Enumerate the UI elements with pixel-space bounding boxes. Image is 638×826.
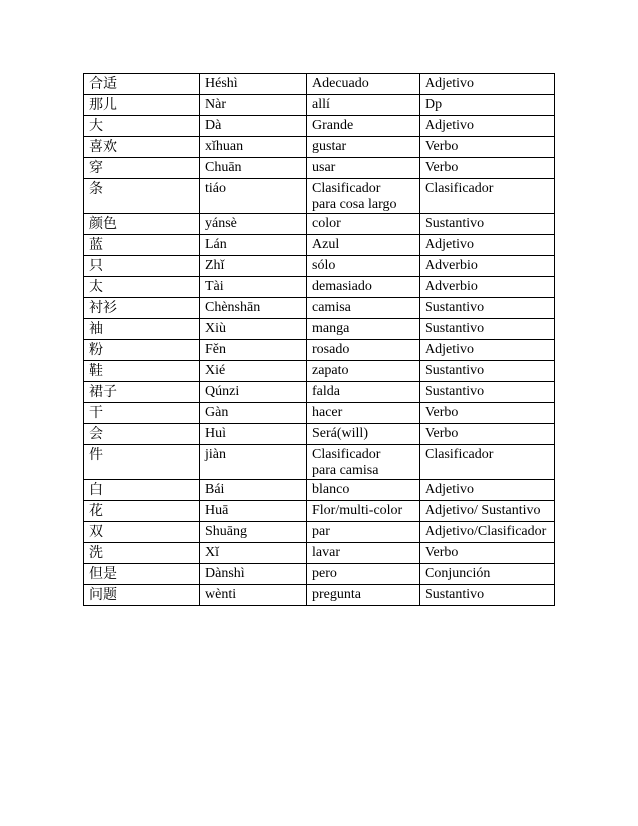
spanish-cell-text: zapato (312, 363, 349, 378)
spanish-cell (307, 137, 420, 158)
table-row (84, 74, 555, 95)
pinyin-cell (200, 256, 307, 277)
spanish-cell-text: allí (312, 97, 330, 112)
pinyin-cell (200, 74, 307, 95)
table-row (84, 277, 555, 298)
category-cell (420, 116, 555, 137)
table-row (84, 480, 555, 501)
spanish-cell-text: Clasificador para camisa (312, 447, 381, 478)
category-cell-text: Clasificador (425, 181, 494, 196)
hanzi-cell (84, 319, 200, 340)
pinyin-cell (200, 501, 307, 522)
category-cell (420, 340, 555, 361)
hanzi-cell-text: 大 (89, 118, 103, 134)
pinyin-cell (200, 116, 307, 137)
pinyin-cell-text: Nàr (205, 97, 226, 112)
spanish-cell (307, 382, 420, 403)
category-cell (420, 480, 555, 501)
category-cell (420, 277, 555, 298)
table-row (84, 158, 555, 179)
spanish-cell (307, 543, 420, 564)
spanish-cell-text: gustar (312, 139, 347, 154)
table-row (84, 543, 555, 564)
spanish-cell (307, 501, 420, 522)
spanish-cell-text: par (312, 524, 330, 539)
spanish-cell-text: pregunta (312, 587, 361, 602)
table-row (84, 501, 555, 522)
category-cell (420, 214, 555, 235)
pinyin-cell (200, 522, 307, 543)
spanish-cell (307, 158, 420, 179)
hanzi-cell-text: 蓝 (89, 237, 103, 253)
spanish-cell (307, 256, 420, 277)
category-cell (420, 403, 555, 424)
pinyin-cell-text: tiáo (205, 181, 226, 196)
pinyin-cell-text: Lán (205, 237, 227, 252)
pinyin-cell (200, 361, 307, 382)
spanish-cell-text: rosado (312, 342, 350, 357)
spanish-cell-text: usar (312, 160, 336, 175)
pinyin-cell-text: Chènshān (205, 300, 261, 315)
hanzi-cell-text: 条 (89, 181, 103, 197)
table-row (84, 319, 555, 340)
spanish-cell (307, 340, 420, 361)
pinyin-cell (200, 235, 307, 256)
category-cell-text: Sustantivo (425, 384, 485, 399)
spanish-cell-text: Flor/multi-color (312, 503, 403, 518)
category-cell-text: Adjetivo/Clasificador (425, 524, 547, 539)
category-cell (420, 95, 555, 116)
hanzi-cell (84, 256, 200, 277)
category-cell (420, 424, 555, 445)
category-cell-text: Adverbio (425, 258, 478, 273)
table-row (84, 585, 555, 606)
pinyin-cell-text: Chuān (205, 160, 242, 175)
hanzi-cell-text: 太 (89, 279, 103, 295)
pinyin-cell (200, 543, 307, 564)
hanzi-cell (84, 361, 200, 382)
spanish-cell (307, 95, 420, 116)
pinyin-cell-text: Huì (205, 426, 226, 441)
category-cell-text: Sustantivo (425, 300, 485, 315)
category-cell-text: Sustantivo (425, 216, 485, 231)
pinyin-cell (200, 179, 307, 214)
spanish-cell-text: color (312, 216, 341, 231)
spanish-cell (307, 298, 420, 319)
category-cell (420, 501, 555, 522)
pinyin-cell (200, 424, 307, 445)
hanzi-cell-text: 件 (89, 447, 103, 463)
category-cell (420, 319, 555, 340)
hanzi-cell-text: 那儿 (89, 97, 117, 113)
hanzi-cell-text: 衬衫 (89, 300, 117, 316)
category-cell (420, 235, 555, 256)
spanish-cell-text: Será(will) (312, 426, 368, 441)
hanzi-cell-text: 花 (89, 503, 103, 519)
hanzi-cell-text: 粉 (89, 342, 103, 358)
spanish-cell-text: Grande (312, 118, 354, 133)
hanzi-cell (84, 340, 200, 361)
hanzi-cell (84, 382, 200, 403)
spanish-cell-text: sólo (312, 258, 336, 273)
pinyin-cell-text: wènti (205, 587, 237, 602)
category-cell (420, 522, 555, 543)
category-cell-text: Dp (425, 97, 443, 112)
category-cell (420, 382, 555, 403)
hanzi-cell-text: 颜色 (89, 216, 117, 232)
table-row (84, 137, 555, 158)
table-row (84, 361, 555, 382)
spanish-cell-text: Clasificador para cosa largo (312, 181, 397, 212)
table-row (84, 116, 555, 137)
spanish-cell-text: hacer (312, 405, 343, 420)
pinyin-cell (200, 214, 307, 235)
spanish-cell-text: pero (312, 566, 337, 581)
hanzi-cell (84, 480, 200, 501)
spanish-cell-text: camisa (312, 300, 351, 315)
pinyin-cell-text: Zhǐ (205, 258, 225, 273)
category-cell (420, 564, 555, 585)
pinyin-cell (200, 480, 307, 501)
hanzi-cell (84, 235, 200, 256)
pinyin-cell (200, 382, 307, 403)
spanish-cell (307, 564, 420, 585)
category-cell (420, 298, 555, 319)
table-row (84, 340, 555, 361)
pinyin-cell (200, 95, 307, 116)
pinyin-cell (200, 340, 307, 361)
table-row (84, 298, 555, 319)
pinyin-cell (200, 445, 307, 480)
hanzi-cell-text: 穿 (89, 160, 103, 176)
category-cell (420, 585, 555, 606)
hanzi-cell (84, 137, 200, 158)
category-cell-text: Sustantivo (425, 363, 485, 378)
hanzi-cell (84, 116, 200, 137)
table-row (84, 179, 555, 214)
pinyin-cell-text: Fěn (205, 342, 226, 357)
category-cell-text: Clasificador (425, 447, 494, 462)
hanzi-cell-text: 只 (89, 258, 103, 274)
pinyin-cell (200, 298, 307, 319)
pinyin-cell-text: Xié (205, 363, 226, 378)
spanish-cell-text: blanco (312, 482, 350, 497)
spanish-cell-text: Azul (312, 237, 340, 252)
spanish-cell (307, 424, 420, 445)
hanzi-cell (84, 214, 200, 235)
category-cell-text: Adverbio (425, 279, 478, 294)
pinyin-cell (200, 319, 307, 340)
hanzi-cell (84, 403, 200, 424)
category-cell (420, 361, 555, 382)
table-row (84, 424, 555, 445)
pinyin-cell (200, 158, 307, 179)
category-cell (420, 137, 555, 158)
hanzi-cell-text: 双 (89, 524, 103, 540)
table-row (84, 445, 555, 480)
hanzi-cell (84, 298, 200, 319)
spanish-cell-text: falda (312, 384, 340, 399)
pinyin-cell-text: xǐhuan (205, 139, 244, 154)
hanzi-cell (84, 564, 200, 585)
pinyin-cell-text: Gàn (205, 405, 229, 420)
spanish-cell (307, 179, 420, 214)
pinyin-cell (200, 277, 307, 298)
pinyin-cell-text: Tài (205, 279, 224, 294)
hanzi-cell-text: 袖 (89, 321, 103, 337)
vocabulary-table-body (84, 74, 555, 606)
hanzi-cell-text: 干 (89, 405, 103, 421)
spanish-cell-text: Adecuado (312, 76, 369, 91)
pinyin-cell-text: Dà (205, 118, 222, 133)
spanish-cell-text: demasiado (312, 279, 372, 294)
category-cell-text: Verbo (425, 139, 459, 154)
pinyin-cell (200, 137, 307, 158)
spanish-cell (307, 361, 420, 382)
pinyin-cell-text: yánsè (205, 216, 237, 231)
category-cell-text: Verbo (425, 545, 459, 560)
pinyin-cell-text: Xǐ (205, 545, 219, 560)
hanzi-cell-text: 会 (89, 426, 103, 442)
pinyin-cell (200, 564, 307, 585)
spanish-cell (307, 403, 420, 424)
pinyin-cell-text: jiàn (205, 447, 226, 462)
table-row (84, 256, 555, 277)
pinyin-cell-text: Qúnzi (205, 384, 240, 399)
pinyin-cell (200, 585, 307, 606)
hanzi-cell (84, 74, 200, 95)
category-cell-text: Adjetivo (425, 118, 474, 133)
category-cell (420, 179, 555, 214)
spanish-cell (307, 480, 420, 501)
spanish-cell (307, 235, 420, 256)
spanish-cell (307, 214, 420, 235)
hanzi-cell (84, 179, 200, 214)
spanish-cell (307, 522, 420, 543)
spanish-cell (307, 116, 420, 137)
pinyin-cell-text: Dànshì (205, 566, 245, 581)
category-cell (420, 74, 555, 95)
table-row (84, 214, 555, 235)
spanish-cell (307, 319, 420, 340)
hanzi-cell (84, 522, 200, 543)
hanzi-cell-text: 洗 (89, 545, 103, 561)
table-row (84, 95, 555, 116)
table-row (84, 403, 555, 424)
category-cell-text: Conjunción (425, 566, 491, 581)
hanzi-cell-text: 问题 (89, 587, 117, 603)
category-cell-text: Adjetivo (425, 76, 474, 91)
pinyin-cell-text: Bái (205, 482, 225, 497)
category-cell-text: Adjetivo (425, 482, 474, 497)
table-row (84, 522, 555, 543)
pinyin-cell-text: Héshì (205, 76, 238, 91)
hanzi-cell (84, 95, 200, 116)
hanzi-cell-text: 喜欢 (89, 139, 117, 155)
hanzi-cell-text: 白 (89, 482, 103, 498)
spanish-cell (307, 277, 420, 298)
category-cell (420, 158, 555, 179)
hanzi-cell (84, 501, 200, 522)
hanzi-cell-text: 裙子 (89, 384, 117, 400)
category-cell-text: Adjetivo (425, 237, 474, 252)
category-cell (420, 256, 555, 277)
hanzi-cell-text: 但是 (89, 566, 117, 582)
hanzi-cell (84, 277, 200, 298)
category-cell (420, 543, 555, 564)
spanish-cell (307, 585, 420, 606)
category-cell-text: Adjetivo/ Sustantivo (425, 503, 541, 518)
table-row (84, 382, 555, 403)
hanzi-cell (84, 585, 200, 606)
spanish-cell (307, 74, 420, 95)
category-cell-text: Sustantivo (425, 587, 485, 602)
category-cell (420, 445, 555, 480)
hanzi-cell-text: 合适 (89, 76, 117, 92)
vocabulary-table (83, 73, 555, 606)
table-row (84, 235, 555, 256)
pinyin-cell-text: Shuāng (205, 524, 247, 539)
hanzi-cell (84, 424, 200, 445)
category-cell-text: Verbo (425, 160, 459, 175)
category-cell-text: Sustantivo (425, 321, 485, 336)
spanish-cell (307, 445, 420, 480)
hanzi-cell (84, 445, 200, 480)
hanzi-cell (84, 158, 200, 179)
pinyin-cell-text: Xiù (205, 321, 226, 336)
hanzi-cell-text: 鞋 (89, 363, 103, 379)
category-cell-text: Adjetivo (425, 342, 474, 357)
pinyin-cell-text: Huā (205, 503, 229, 518)
pinyin-cell (200, 403, 307, 424)
category-cell-text: Verbo (425, 405, 459, 420)
spanish-cell-text: manga (312, 321, 350, 336)
spanish-cell-text: lavar (312, 545, 340, 560)
table-row (84, 564, 555, 585)
category-cell-text: Verbo (425, 426, 459, 441)
hanzi-cell (84, 543, 200, 564)
